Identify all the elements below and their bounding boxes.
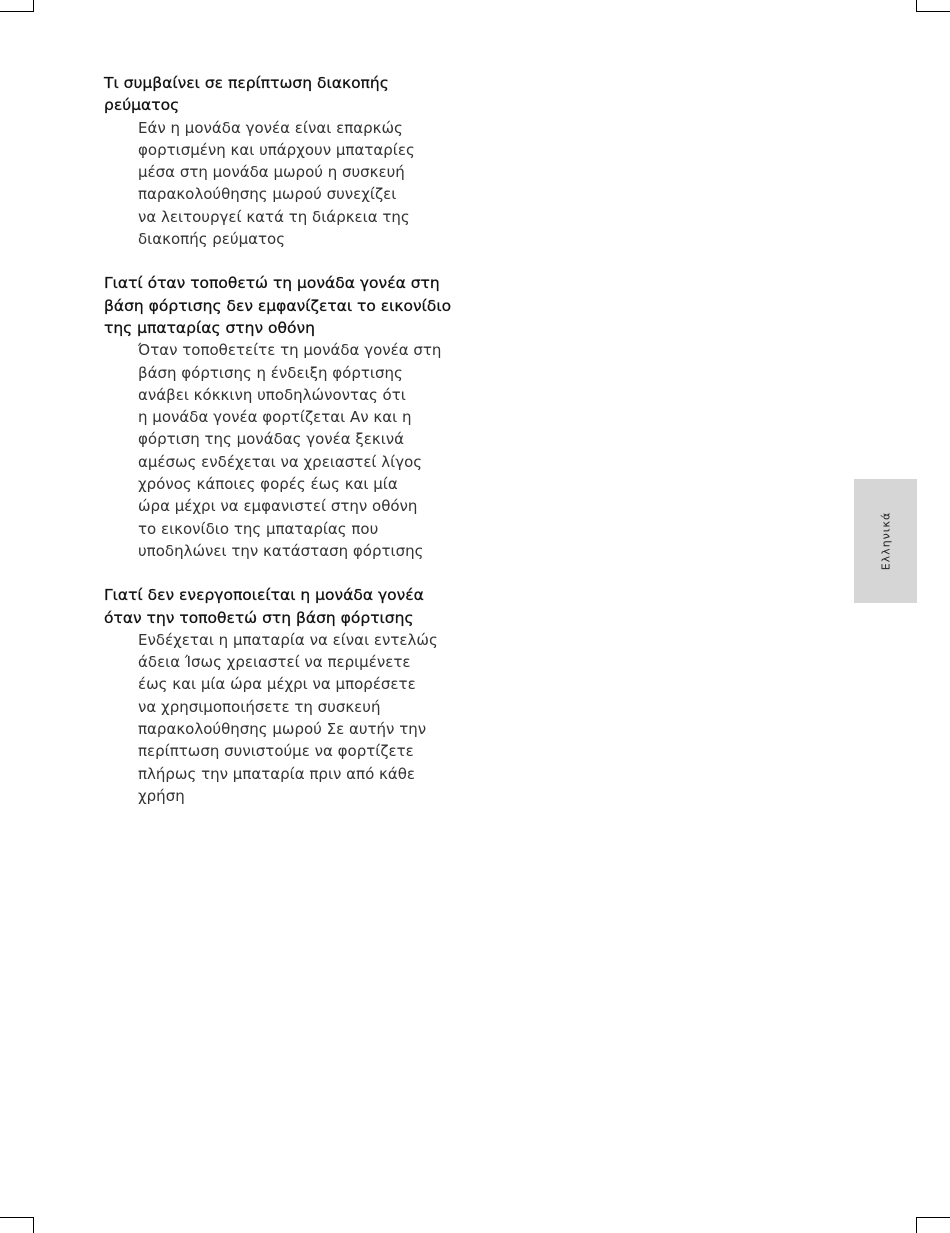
crop-mark-top-right-h: [916, 11, 950, 12]
language-tab: [854, 479, 917, 603]
faq-section-no-power-on: [104, 584, 464, 807]
crop-mark-top-left-h: [0, 11, 34, 12]
faq-answer: Ενδέχεται η μπαταρία να είναι εντελώς άδεια Ίσως χρειαστεί να περιμένετε έως και μία ώρα μέχρι να μπορέσετε να χρησιμοποιήσετε τη συσκευή παρακολούθησης μωρού Σε αυτήν την περίπτωση συνιστούμε να φορτίζετε πλήρως την μπαταρία πριν από κάθε χρήση: [138, 630, 438, 805]
faq-answer: Όταν τοποθετείτε τη μονάδα γονέα στη βάση φόρτισης η ένδειξη φόρτισης ανάβει κόκκινη υποδηλώνοντας ότι η μονάδα γονέα φορτίζεται Αν και η φόρτιση της μονάδας γονέα ξεκινά αμέσως ενδέχεται να χρειαστεί λίγος χρόνος κάποιες φορές έως και μία ώρα μέχρι να εμφανιστεί στην οθόνη το εικονίδιο της μπαταρίας που υποδηλώνει την κατάσταση φόρτισης: [138, 341, 442, 560]
faq-question: Τι συμβαίνει σε περίπτωση διακοπής ρεύματος: [104, 74, 389, 115]
faq-section-battery-icon: [104, 272, 464, 562]
crop-mark-bottom-left-h: [0, 1217, 34, 1218]
faq-content: [104, 72, 464, 829]
crop-mark-bottom-left-v: [33, 1217, 34, 1233]
faq-answer: Εάν η μονάδα γονέα είναι επαρκώς φορτισμένη και υπάρχουν μπαταρίες μέσα στη μονάδα μωρού η συσκευή παρακολούθησης μωρού συνεχίζει να λειτουργεί κατά τη διάρκεια της διακοπής ρεύματος: [138, 118, 415, 249]
faq-question: Γιατί όταν τοποθετώ τη μονάδα γονέα στη βάση φόρτισης δεν εμφανίζεται το εικονίδιο της μπαταρίας στην οθόνη: [104, 274, 452, 337]
crop-mark-bottom-right-h: [916, 1217, 950, 1218]
faq-question: Γιατί δεν ενεργοποιείται η μονάδα γονέα όταν την τοποθετώ στη βάση φόρτισης: [104, 586, 424, 627]
crop-mark-bottom-right-v: [916, 1217, 917, 1233]
faq-section-power-outage: [104, 72, 464, 250]
language-tab-label: Ελληνικά: [879, 511, 892, 571]
